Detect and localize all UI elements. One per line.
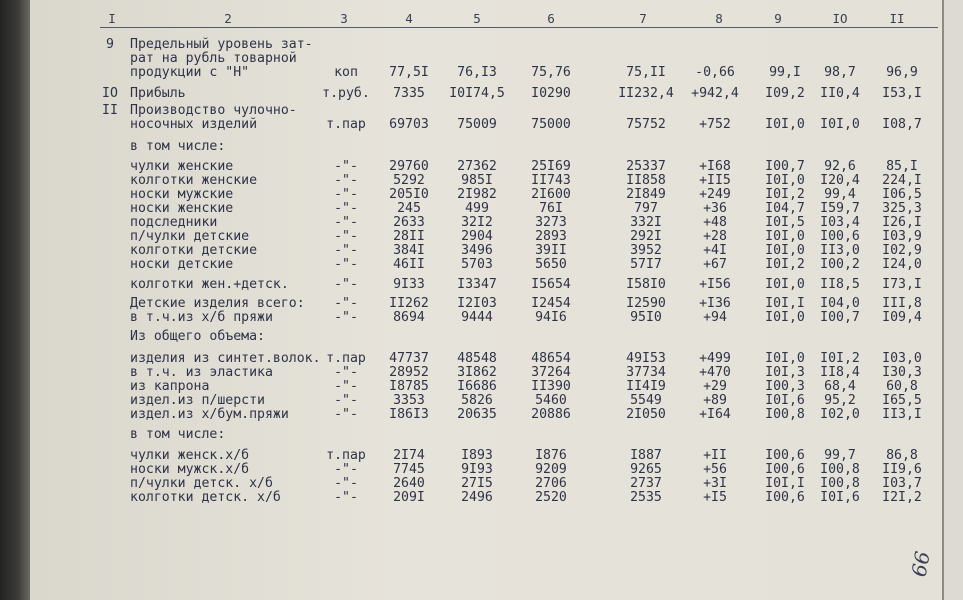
value-cell-col11: I26,I (882, 215, 922, 230)
value-cell-col10: I20,4 (820, 173, 860, 188)
value-cell-col10: I0I,0 (820, 117, 860, 132)
unit-cell: -"- (334, 379, 358, 394)
value-cell-col7: I887 (630, 448, 662, 463)
value-cell-col5: 9444 (461, 310, 493, 325)
row-label: из капрона (130, 379, 210, 394)
value-cell-col5: I0I74,5 (449, 86, 505, 101)
value-cell-col6: 75000 (531, 117, 571, 132)
value-cell-col7: 57I7 (630, 257, 662, 272)
unit-cell: -"- (334, 201, 358, 216)
row-label: п/чулки детские (130, 229, 250, 244)
value-cell-col8: +499 (699, 351, 731, 366)
unit-cell: -"- (334, 187, 358, 202)
value-cell-col4: 3353 (393, 393, 425, 408)
value-cell-col9: I00,7 (765, 159, 805, 174)
row-label: в том числе: (130, 139, 226, 154)
value-cell-col10: 98,7 (824, 65, 856, 80)
value-cell-col11: 85,I (886, 159, 918, 174)
value-cell-col5: 2496 (461, 490, 493, 505)
value-cell-col6: 75,76 (531, 65, 571, 80)
value-cell-col11: II3,I (882, 407, 922, 422)
value-cell-col7: 37734 (626, 365, 666, 380)
value-cell-col11: 96,9 (886, 65, 918, 80)
value-cell-col7: 49I53 (626, 351, 666, 366)
value-cell-col5: 27362 (457, 159, 497, 174)
value-cell-col8: +67 (703, 257, 727, 272)
value-cell-col9: I0I,0 (765, 173, 805, 188)
value-cell-col4: 384I (393, 243, 425, 258)
value-cell-col6: 25I69 (531, 159, 571, 174)
binding-shadow (0, 0, 30, 600)
value-cell-col6: II390 (531, 379, 571, 394)
value-cell-col6: 2706 (535, 476, 567, 491)
value-cell-col4: 9I33 (393, 277, 425, 292)
row-number: IO (102, 86, 118, 101)
row-label: колготки женские (130, 173, 258, 188)
value-cell-col8: +II (703, 448, 727, 463)
value-cell-col5: 9I93 (461, 462, 493, 477)
value-cell-col4: 2640 (393, 476, 425, 491)
value-cell-col10: 68,4 (824, 379, 856, 394)
unit-cell: -"- (334, 407, 358, 422)
value-cell-col7: 332I (630, 215, 662, 230)
row-label: в т.ч.из х/б пряжи (130, 310, 273, 325)
value-cell-col8: +752 (699, 117, 731, 132)
value-cell-col8: +249 (699, 187, 731, 202)
column-header-8: 8 (715, 11, 723, 26)
value-cell-col9: I00,6 (765, 490, 805, 505)
row-label: изделия из синтет.волок. (130, 351, 321, 366)
value-cell-col9: I0I,0 (765, 351, 805, 366)
row-label: носки детские (130, 257, 234, 272)
value-cell-col5: 5826 (461, 393, 493, 408)
unit-cell: -"- (334, 365, 358, 380)
value-cell-col7: 797 (634, 201, 658, 216)
value-cell-col7: 5549 (630, 393, 662, 408)
value-cell-col7: II858 (626, 173, 666, 188)
value-cell-col11: I09,4 (882, 310, 922, 325)
row-label: колготки детские (130, 243, 258, 258)
value-cell-col4: 28952 (389, 365, 429, 380)
value-cell-col7: 2737 (630, 476, 662, 491)
value-cell-col9: I00,3 (765, 379, 805, 394)
unit-cell: -"- (334, 490, 358, 505)
value-cell-col4: 5292 (393, 173, 425, 188)
value-cell-col4: 7745 (393, 462, 425, 477)
value-cell-col11: I24,0 (882, 257, 922, 272)
column-header-7: 7 (639, 11, 647, 26)
value-cell-col6: 76I (539, 201, 563, 216)
value-cell-col8: +29 (703, 379, 727, 394)
row-number: 9 (106, 37, 114, 52)
value-cell-col11: I30,3 (882, 365, 922, 380)
value-cell-col10: I02,0 (820, 407, 860, 422)
value-cell-col8: +I68 (699, 159, 731, 174)
row-label: рат на рубль товарной (130, 51, 297, 66)
column-header-5: 5 (473, 11, 481, 26)
column-header-6: 6 (547, 11, 555, 26)
unit-cell: -"- (334, 229, 358, 244)
value-cell-col11: 325,3 (882, 201, 922, 216)
value-cell-col10: II8,5 (820, 277, 860, 292)
value-cell-col4: 2I74 (393, 448, 425, 463)
value-cell-col7: 292I (630, 229, 662, 244)
value-cell-col5: 48548 (457, 351, 497, 366)
value-cell-col11: I02,9 (882, 243, 922, 258)
value-cell-col10: I03,4 (820, 215, 860, 230)
value-cell-col11: I65,5 (882, 393, 922, 408)
value-cell-col9: I0I,0 (765, 277, 805, 292)
value-cell-col8: +56 (703, 462, 727, 477)
value-cell-col5: 32I2 (461, 215, 493, 230)
value-cell-col10: I00,8 (820, 462, 860, 477)
value-cell-col6: I0290 (531, 86, 571, 101)
value-cell-col9: I0I,3 (765, 365, 805, 380)
unit-cell: -"- (334, 462, 358, 477)
unit-cell: -"- (334, 215, 358, 230)
row-label: Прибыль (130, 86, 186, 101)
value-cell-col7: I58I0 (626, 277, 666, 292)
value-cell-col5: 5703 (461, 257, 493, 272)
value-cell-col6: I5654 (531, 277, 571, 292)
value-cell-col11: I73,I (882, 277, 922, 292)
row-label: колготки жен.+детск. (130, 277, 289, 292)
value-cell-col7: I2590 (626, 296, 666, 311)
value-cell-col11: I08,7 (882, 117, 922, 132)
unit-cell: -"- (334, 159, 358, 174)
value-cell-col6: II743 (531, 173, 571, 188)
value-cell-col5: I893 (461, 448, 493, 463)
value-cell-col5: 20635 (457, 407, 497, 422)
value-cell-col7: 2I050 (626, 407, 666, 422)
value-cell-col11: 60,8 (886, 379, 918, 394)
row-number: II (102, 103, 118, 118)
row-label: в т.ч. из эластика (130, 365, 273, 380)
value-cell-col10: 92,6 (824, 159, 856, 174)
value-cell-col11: I53,I (882, 86, 922, 101)
value-cell-col10: I00,6 (820, 229, 860, 244)
value-cell-col7: 3952 (630, 243, 662, 258)
value-cell-col8: +94 (703, 310, 727, 325)
value-cell-col9: I0I,0 (765, 117, 805, 132)
unit-cell: -"- (334, 257, 358, 272)
value-cell-col5: 27I5 (461, 476, 493, 491)
value-cell-col5: 3I862 (457, 365, 497, 380)
value-cell-col6: 2520 (535, 490, 567, 505)
value-cell-col4: II262 (389, 296, 429, 311)
unit-cell: коп (334, 65, 358, 80)
value-cell-col8: +942,4 (691, 86, 739, 101)
value-cell-col5: 2904 (461, 229, 493, 244)
value-cell-col5: 75009 (457, 117, 497, 132)
value-cell-col9: I0I,5 (765, 215, 805, 230)
value-cell-col4: 69703 (389, 117, 429, 132)
value-cell-col9: I0I,0 (765, 229, 805, 244)
value-cell-col9: I00,8 (765, 407, 805, 422)
value-cell-col6: 37264 (531, 365, 571, 380)
value-cell-col5: 985I (461, 173, 493, 188)
value-cell-col4: 77,5I (389, 65, 429, 80)
header-rule (100, 27, 938, 28)
value-cell-col10: I0I,2 (820, 351, 860, 366)
value-cell-col11: I03,9 (882, 229, 922, 244)
value-cell-col10: II8,4 (820, 365, 860, 380)
value-cell-col9: I04,7 (765, 201, 805, 216)
unit-cell: т.пар (326, 117, 366, 132)
value-cell-col7: 75,II (626, 65, 666, 80)
value-cell-col11: I03,7 (882, 476, 922, 491)
value-cell-col8: +36 (703, 201, 727, 216)
value-cell-col8: +3I (703, 476, 727, 491)
value-cell-col9: I0I,2 (765, 257, 805, 272)
row-label: подследники (130, 215, 218, 230)
column-header-3: 3 (340, 11, 348, 26)
value-cell-col4: 28II (393, 229, 425, 244)
value-cell-col11: I06,5 (882, 187, 922, 202)
unit-cell: -"- (334, 243, 358, 258)
row-label: Из общего объема: (130, 329, 265, 344)
column-header-9: 9 (774, 11, 782, 26)
value-cell-col8: +II5 (699, 173, 731, 188)
value-cell-col10: 95,2 (824, 393, 856, 408)
value-cell-col10: 99,4 (824, 187, 856, 202)
value-cell-col4: 29760 (389, 159, 429, 174)
unit-cell: -"- (334, 393, 358, 408)
row-label: Детские изделия всего: (130, 296, 305, 311)
value-cell-col11: 224,I (882, 173, 922, 188)
value-cell-col11: I03,0 (882, 351, 922, 366)
value-cell-col4: 7335 (393, 86, 425, 101)
value-cell-col10: II3,0 (820, 243, 860, 258)
value-cell-col8: +48 (703, 215, 727, 230)
value-cell-col5: I6686 (457, 379, 497, 394)
row-label: колготки детск. х/б (130, 490, 281, 505)
value-cell-col6: 5650 (535, 257, 567, 272)
value-cell-col7: 2I849 (626, 187, 666, 202)
value-cell-col8: +I36 (699, 296, 731, 311)
column-header-2: 2 (224, 11, 232, 26)
value-cell-col4: 2633 (393, 215, 425, 230)
value-cell-col4: 46II (393, 257, 425, 272)
value-cell-col9: I0I,0 (765, 243, 805, 258)
value-cell-col8: +89 (703, 393, 727, 408)
page-number: 66 (906, 549, 935, 579)
value-cell-col9: I09,2 (765, 86, 805, 101)
column-header-1: I (108, 11, 116, 26)
value-cell-col9: I0I,I (765, 296, 805, 311)
value-cell-col10: I59,7 (820, 201, 860, 216)
row-label: издел.из п/шерсти (130, 393, 265, 408)
value-cell-col4: 8694 (393, 310, 425, 325)
column-header-11: II (889, 11, 905, 26)
value-cell-col8: +470 (699, 365, 731, 380)
value-cell-col6: 94I6 (535, 310, 567, 325)
value-cell-col9: I00,6 (765, 462, 805, 477)
unit-cell: -"- (334, 277, 358, 292)
value-cell-col5: I2I03 (457, 296, 497, 311)
row-label: чулки женские (130, 159, 234, 174)
value-cell-col5: 76,I3 (457, 65, 497, 80)
value-cell-col6: 3273 (535, 215, 567, 230)
row-label: в том числе: (130, 427, 226, 442)
value-cell-col4: 209I (393, 490, 425, 505)
value-cell-col7: 9265 (630, 462, 662, 477)
value-cell-col11: 86,8 (886, 448, 918, 463)
value-cell-col11: I2I,2 (882, 490, 922, 505)
value-cell-col9: I00,6 (765, 448, 805, 463)
value-cell-col6: 20886 (531, 407, 571, 422)
row-label: п/чулки детск. х/б (130, 476, 273, 491)
unit-cell: -"- (334, 310, 358, 325)
value-cell-col7: II4I9 (626, 379, 666, 394)
next-page-edge (942, 0, 963, 600)
value-cell-col9: I0I,I (765, 476, 805, 491)
value-cell-col8: -0,66 (695, 65, 735, 80)
value-cell-col9: I0I,0 (765, 310, 805, 325)
value-cell-col5: I3347 (457, 277, 497, 292)
value-cell-col4: 47737 (389, 351, 429, 366)
value-cell-col10: I00,7 (820, 310, 860, 325)
value-cell-col10: II0,4 (820, 86, 860, 101)
row-label: носки мужские (130, 187, 234, 202)
value-cell-col8: +28 (703, 229, 727, 244)
value-cell-col9: I0I,2 (765, 187, 805, 202)
value-cell-col7: 2535 (630, 490, 662, 505)
value-cell-col7: 95I0 (630, 310, 662, 325)
value-cell-col8: +I64 (699, 407, 731, 422)
value-cell-col5: 499 (465, 201, 489, 216)
value-cell-col11: II9,6 (882, 462, 922, 477)
value-cell-col6: 2I600 (531, 187, 571, 202)
row-label: носки мужск.х/б (130, 462, 250, 477)
row-label: Предельный уровень зат- (130, 37, 313, 52)
unit-cell: -"- (334, 476, 358, 491)
value-cell-col5: 3496 (461, 243, 493, 258)
row-label: носки женские (130, 201, 234, 216)
value-cell-col11: III,8 (882, 296, 922, 311)
value-cell-col6: 9209 (535, 462, 567, 477)
value-cell-col4: I86I3 (389, 407, 429, 422)
value-cell-col7: 75752 (626, 117, 666, 132)
value-cell-col10: I00,8 (820, 476, 860, 491)
unit-cell: т.пар (326, 448, 366, 463)
value-cell-col6: 2893 (535, 229, 567, 244)
row-label: Производство чулочно- (130, 103, 297, 118)
value-cell-col9: I0I,6 (765, 393, 805, 408)
value-cell-col7: 25337 (626, 159, 666, 174)
value-cell-col9: 99,I (769, 65, 801, 80)
value-cell-col5: 2I982 (457, 187, 497, 202)
value-cell-col10: I04,0 (820, 296, 860, 311)
unit-cell: т.пар (326, 351, 366, 366)
row-label: издел.из х/бум.пряжи (130, 407, 289, 422)
value-cell-col6: I2454 (531, 296, 571, 311)
value-cell-col10: I00,2 (820, 257, 860, 272)
value-cell-col8: +I56 (699, 277, 731, 292)
value-cell-col4: I8785 (389, 379, 429, 394)
row-label: чулки женск.х/б (130, 448, 250, 463)
value-cell-col8: +4I (703, 243, 727, 258)
value-cell-col6: 39II (535, 243, 567, 258)
row-label: продукции с "Н" (130, 65, 250, 80)
unit-cell: -"- (334, 296, 358, 311)
column-header-4: 4 (405, 11, 413, 26)
value-cell-col4: 205I0 (389, 187, 429, 202)
value-cell-col6: 5460 (535, 393, 567, 408)
value-cell-col10: I0I,6 (820, 490, 860, 505)
value-cell-col6: I876 (535, 448, 567, 463)
value-cell-col7: II232,4 (618, 86, 674, 101)
value-cell-col6: 48654 (531, 351, 571, 366)
unit-cell: -"- (334, 173, 358, 188)
value-cell-col4: 245 (397, 201, 421, 216)
value-cell-col8: +I5 (703, 490, 727, 505)
row-label: носочных изделий (130, 117, 258, 132)
value-cell-col10: 99,7 (824, 448, 856, 463)
unit-cell: т.руб. (322, 86, 370, 101)
column-header-10: IO (832, 11, 848, 26)
